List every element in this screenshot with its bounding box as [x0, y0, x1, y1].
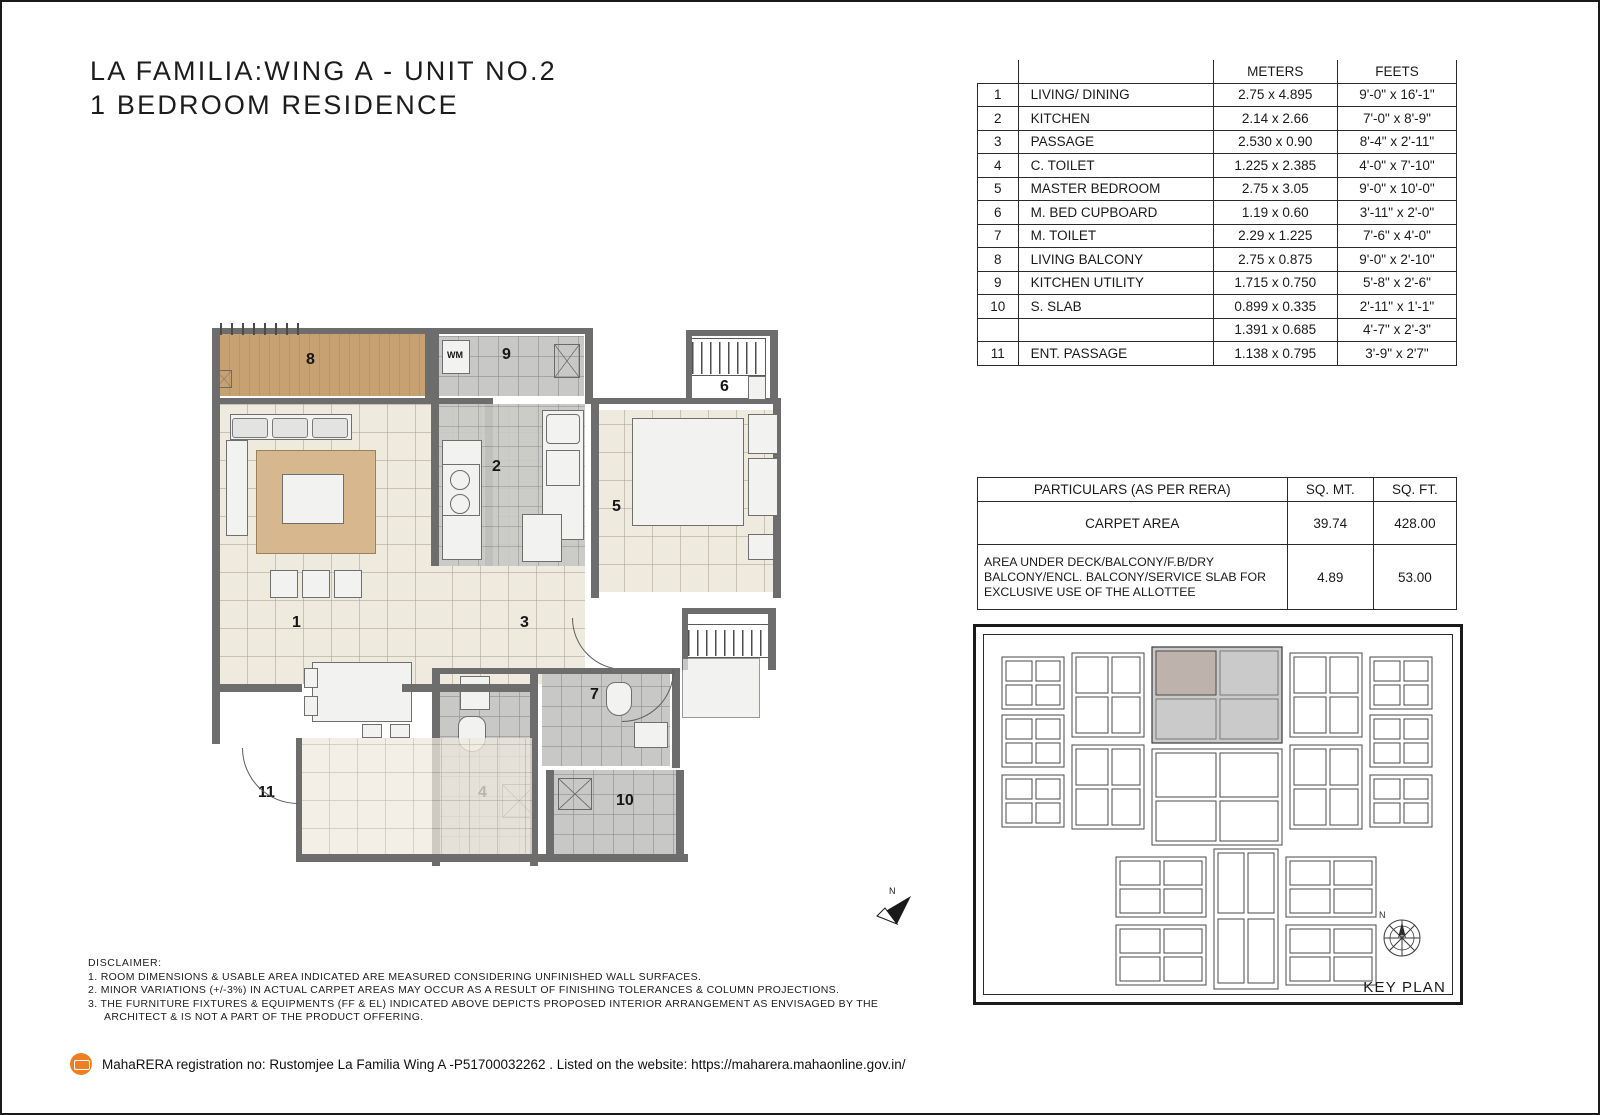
- title-line-2: 1 BEDROOM RESIDENCE: [90, 90, 459, 120]
- maharera-logo-icon: [70, 1053, 92, 1075]
- rera-carpet-area-sqft: 428.00: [1373, 502, 1456, 545]
- dim-row-8-meters: 1.715 x 0.750: [1213, 271, 1337, 295]
- table-row: [978, 342, 1457, 366]
- table-row: [978, 154, 1457, 178]
- room-number-6: 6: [720, 378, 729, 395]
- dim-header-no: [978, 60, 1019, 83]
- master-washbasin: [634, 722, 668, 748]
- dim-row-3-name: C. TOILET: [1018, 154, 1213, 178]
- dim-header-feets: FEETS: [1337, 60, 1456, 83]
- dim-row-9-meters: 0.899 x 0.335: [1213, 295, 1337, 319]
- dim-header-name: [1018, 60, 1213, 83]
- highlighted-unit: [1152, 647, 1282, 743]
- dim-row-7-name: LIVING BALCONY: [1018, 248, 1213, 272]
- room-entrance-passage: [302, 738, 532, 856]
- room-number-2: 2: [492, 458, 501, 475]
- dim-row-10-no: [978, 318, 1019, 342]
- maharera-registration-text: MahaRERA registration no: Rustomjee La Familia Wing A -P51700032262 . Listed on the website: https://maharera.mahaonline.gov.in/: [102, 1056, 906, 1072]
- dim-row-8-name: KITCHEN UTILITY: [1018, 271, 1213, 295]
- dim-row-11-name: ENT. PASSAGE: [1018, 342, 1213, 366]
- north-arrow: [867, 882, 917, 932]
- washing-machine-label: WM: [447, 350, 463, 360]
- dim-row-2-meters: 2.530 x 0.90: [1213, 130, 1337, 154]
- dim-row-9-name: S. SLAB: [1018, 295, 1213, 319]
- dim-row-9-no: 10: [978, 295, 1019, 319]
- wardrobe-unit: [748, 458, 778, 516]
- dim-row-9-feets: 2'-11" x 1'-1": [1337, 295, 1456, 319]
- dim-row-11-no: 11: [978, 342, 1019, 366]
- dim-row-1-no: 2: [978, 107, 1019, 131]
- table-row: [978, 318, 1457, 342]
- dim-row-6-meters: 2.29 x 1.225: [1213, 224, 1337, 248]
- dim-row-10-name: [1018, 318, 1213, 342]
- table-row: [978, 502, 1457, 545]
- dim-row-6-no: 7: [978, 224, 1019, 248]
- dim-row-2-name: PASSAGE: [1018, 130, 1213, 154]
- dim-row-0-meters: 2.75 x 4.895: [1213, 83, 1337, 107]
- dim-row-6-feets: 7'-6" x 4'-0": [1337, 224, 1456, 248]
- rera-header-sqft: SQ. FT.: [1373, 478, 1456, 502]
- compass-icon: [1372, 906, 1432, 966]
- table-row: [978, 295, 1457, 319]
- rera-particulars-table: [977, 477, 1457, 610]
- dim-row-3-meters: 1.225 x 2.385: [1213, 154, 1337, 178]
- dim-row-8-feets: 5'-8" x 2'-6": [1337, 271, 1456, 295]
- side-stool-3: [334, 570, 362, 598]
- dim-row-3-feets: 4'-0" x 7'-10": [1337, 154, 1456, 178]
- table-row: [978, 107, 1457, 131]
- sofa-side: [226, 440, 248, 536]
- dim-row-5-feets: 3'-11" x 2'-0": [1337, 201, 1456, 225]
- disclaimer-line-4: ARCHITECT & IS NOT A PART OF THE PRODUCT OFFERING.: [104, 1011, 424, 1023]
- dim-row-1-name: KITCHEN: [1018, 107, 1213, 131]
- table-row: [978, 201, 1457, 225]
- room-number-9: 9: [502, 346, 511, 363]
- dim-row-4-meters: 2.75 x 3.05: [1213, 177, 1337, 201]
- dim-row-8-no: 9: [978, 271, 1019, 295]
- cupboard-box: [748, 376, 766, 400]
- dim-row-7-meters: 2.75 x 0.875: [1213, 248, 1337, 272]
- dim-row-7-feets: 9'-0" x 2'-10": [1337, 248, 1456, 272]
- table-row: [978, 271, 1457, 295]
- room-number-3: 3: [520, 614, 529, 631]
- room-number-7: 7: [590, 686, 599, 703]
- room-living-balcony: [220, 334, 425, 396]
- disclaimer-line-3: 3. THE FURNITURE FIXTURES & EQUIPMENTS (FF & EL) INDICATED ABOVE DEPICTS PROPOSED INTERIOR ARRANGEMENT AS ENVISAGED BY THE: [88, 997, 879, 1010]
- dim-row-4-feets: 9'-0" x 10'-0": [1337, 177, 1456, 201]
- dim-row-5-name: M. BED CUPBOARD: [1018, 201, 1213, 225]
- bedside-table: [748, 414, 778, 454]
- dim-row-4-name: MASTER BEDROOM: [1018, 177, 1213, 201]
- table-row: [978, 83, 1457, 107]
- table-row: [978, 545, 1457, 610]
- dim-row-10-meters: 1.391 x 0.685: [1213, 318, 1337, 342]
- chair: [748, 534, 774, 560]
- rera-carpet-area-label: CARPET AREA: [978, 502, 1288, 545]
- disclaimer-heading: DISCLAIMER:: [88, 957, 162, 969]
- room-number-8: 8: [306, 351, 315, 368]
- unit-floor-plan: [202, 318, 822, 878]
- dim-row-0-feets: 9'-0" x 16'-1": [1337, 83, 1456, 107]
- table-row: [978, 224, 1457, 248]
- dim-row-0-name: LIVING/ DINING: [1018, 83, 1213, 107]
- key-plan-label: KEY PLAN: [1363, 979, 1446, 996]
- rera-carpet-area-sqmt: 39.74: [1287, 502, 1373, 545]
- key-plan-box: [973, 624, 1463, 1005]
- rera-balcony-area-sqmt: 4.89: [1287, 545, 1373, 610]
- room-number-10: 10: [616, 792, 634, 809]
- refrigerator: [522, 514, 562, 562]
- dim-row-11-meters: 1.138 x 0.795: [1213, 342, 1337, 366]
- dim-row-7-no: 8: [978, 248, 1019, 272]
- room-number-11: 11: [258, 784, 275, 801]
- table-row: [978, 177, 1457, 201]
- side-stool-2: [302, 570, 330, 598]
- room-number-5: 5: [612, 498, 621, 515]
- dim-row-2-no: 3: [978, 130, 1019, 154]
- dim-header-meters: METERS: [1213, 60, 1337, 83]
- svg-text:N: N: [889, 886, 896, 896]
- disclaimer-line-1: 1. ROOM DIMENSIONS & USABLE AREA INDICATED ARE MEASURED CONSIDERING UNFINISHED WALL SURFACES.: [88, 970, 702, 983]
- rera-balcony-area-sqft: 53.00: [1373, 545, 1456, 610]
- rera-header-sqmt: SQ. MT.: [1287, 478, 1373, 502]
- rera-header-particulars: PARTICULARS (AS PER RERA): [978, 478, 1288, 502]
- dim-row-1-feets: 7'-0" x 8'-9": [1337, 107, 1456, 131]
- kitchen-sink: [546, 414, 580, 444]
- footer: [70, 1053, 905, 1075]
- side-stool-1: [270, 570, 298, 598]
- table-row: [978, 248, 1457, 272]
- table-row: [978, 60, 1457, 83]
- washbasin: [460, 676, 490, 710]
- dim-row-5-no: 6: [978, 201, 1019, 225]
- dim-row-11-feets: 3'-9" x 2'7": [1337, 342, 1456, 366]
- room-number-1: 1: [292, 614, 301, 631]
- bed: [632, 418, 744, 526]
- disclaimer-line-2: 2. MINOR VARIATIONS (+/-3%) IN ACTUAL CARPET AREAS MAY OCCUR AS A RESULT OF FINISHING TOLERANCES & COLUMN PROJECTIONS.: [88, 984, 840, 996]
- room-dimension-table: [977, 60, 1457, 366]
- dining-table: [312, 662, 412, 722]
- dim-row-0-no: 1: [978, 83, 1019, 107]
- dim-row-1-meters: 2.14 x 2.66: [1213, 107, 1337, 131]
- title-line-1: LA FAMILIA:WING A - UNIT NO.2: [90, 56, 557, 86]
- dim-row-5-meters: 1.19 x 0.60: [1213, 201, 1337, 225]
- dim-row-3-no: 4: [978, 154, 1019, 178]
- dim-row-10-feets: 4'-7" x 2'-3": [1337, 318, 1456, 342]
- rera-balcony-area-label: AREA UNDER DECK/BALCONY/F.B/DRY BALCONY/ENCL. BALCONY/SERVICE SLAB FOR EXCLUSIVE USE OF THE ALLOTTEE: [978, 545, 1288, 610]
- table-row: [978, 130, 1457, 154]
- page-title: [90, 54, 557, 122]
- coffee-table: [282, 474, 344, 524]
- kitchen-drainboard: [546, 450, 580, 486]
- table-row: [978, 478, 1457, 502]
- dim-row-2-feets: 8'-4" x 2'-11": [1337, 130, 1456, 154]
- dim-row-6-name: M. TOILET: [1018, 224, 1213, 248]
- svg-text:N: N: [1379, 910, 1386, 920]
- dim-row-4-no: 5: [978, 177, 1019, 201]
- disclaimer: [88, 957, 918, 1025]
